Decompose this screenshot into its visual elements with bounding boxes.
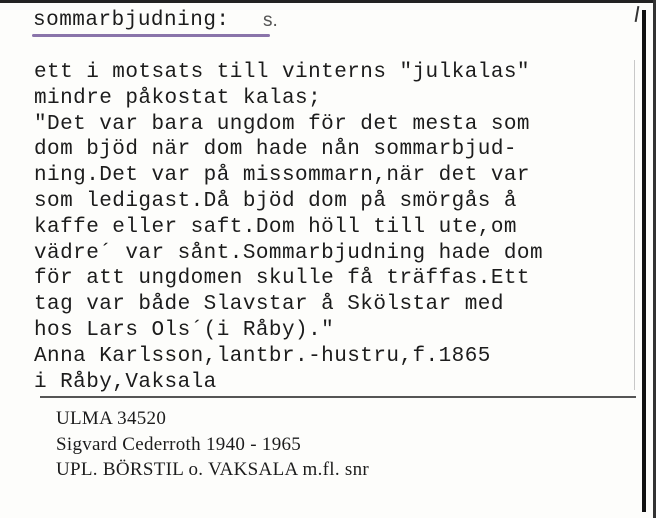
transcript-line: ett i motsats till vinterns "julkalas" <box>34 61 530 84</box>
transcript-line: vädre´ var sånt.Sommarbjudning hade dom <box>34 241 544 265</box>
transcript-line: för att ungdomen skulle få träffas.Ett <box>34 267 530 291</box>
archive-footer <box>56 406 369 483</box>
keyword-underline <box>32 34 270 37</box>
transcript-line: kaffe eller saft.Dom höll till ute,om <box>34 215 517 239</box>
collector-line: Sigvard Cederroth 1940 - 1965 <box>56 433 302 455</box>
informant-place-line: i Råby,Vaksala <box>34 370 217 394</box>
footer-divider <box>40 396 636 398</box>
region-line: UPL. BÖRSTIL o. VAKSALA m.fl. snr <box>56 459 370 480</box>
keyword-handwritten-suffix: s. <box>263 10 278 31</box>
transcript-line: "Det var bara ungdom för det mesta som <box>34 112 530 136</box>
transcript-line: tag var både Slavstar å Skölstar med <box>34 293 504 317</box>
right-border-line <box>642 10 646 512</box>
keyword-heading: sommarbjudning: <box>33 9 230 32</box>
top-edge-line <box>0 0 656 3</box>
informant-line: Anna Karlsson,lantbr.-hustru,f.1865 <box>34 344 491 368</box>
archive-id: ULMA 34520 <box>56 408 167 429</box>
sheet-edge-shadow <box>634 60 635 390</box>
corner-pen-mark <box>635 6 640 22</box>
transcript-line: mindre påkostat kalas; <box>34 86 322 110</box>
transcript-body <box>34 60 543 395</box>
transcript-line: ning.Det var på missommarn,när det var <box>34 164 530 188</box>
transcript-line: som ledigast.Då bjöd dom på smörgås å <box>34 189 517 213</box>
transcript-line: hos Lars Ols´(i Råby)." <box>34 318 335 342</box>
transcript-line: dom bjöd när dom hade nån sommarbjud- <box>34 138 517 162</box>
